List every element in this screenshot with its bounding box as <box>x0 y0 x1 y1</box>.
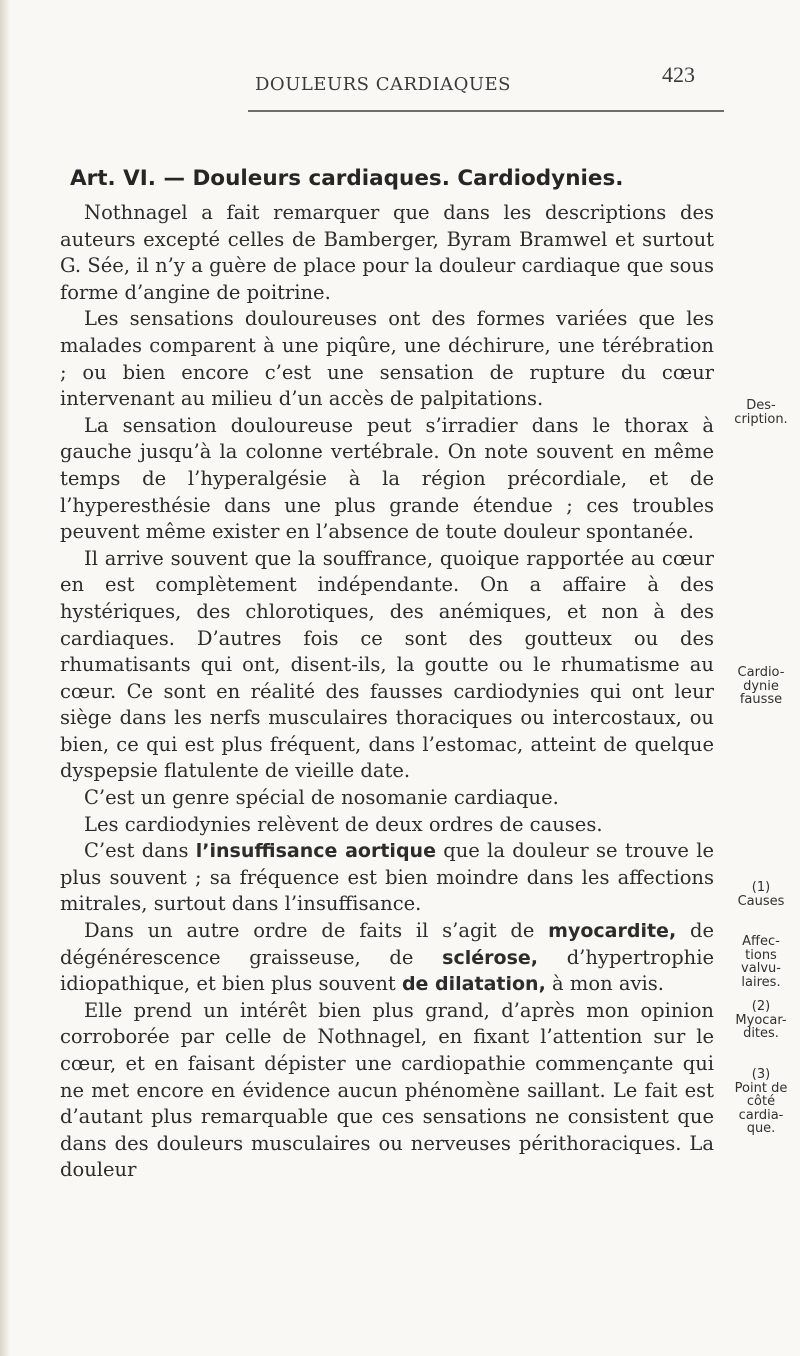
text-run: à mon avis. <box>545 972 664 996</box>
text-run: que la douleur se trouve le plus souvent ; sa fréquence est bien moindre dans les affections mitrales, surtout dans l’insuffisance. <box>60 839 714 916</box>
paragraph <box>60 785 714 812</box>
margin-note-line: valvu- <box>741 961 781 976</box>
margin-note-affections-valvulaires <box>726 935 796 989</box>
margin-note-line: (2) <box>751 999 771 1014</box>
text-run: Il arrive souvent que la souffrance, quoique rapportée au cœur en est complètement indépendante. On a affaire à des hystériques, des chlorotiques, des anémiques, et non à des cardiaques. D’autres fois ce sont des goutteux ou des rhumatisants qui ont, disent-ils, la goutte ou le rhumatisme au cœur. Ce sont en réalité des fausses cardiodynies qui ont leur siège dans les nerfs musculaires thoraciques ou intercostaux, ou bien, ce qui est plus fréquent, dans l’estomac, atteint de quelque dyspepsie flatulente de vieille date. <box>60 546 714 783</box>
paragraph <box>60 413 714 546</box>
margin-note-line: Affec- <box>742 934 780 949</box>
margin-note-line: Cardio- <box>737 665 785 680</box>
text-run: Les cardiodynies relèvent de deux ordres de causes. <box>84 812 603 836</box>
text-run: C’est dans <box>84 839 196 863</box>
margin-note-line: dites. <box>743 1026 779 1041</box>
paragraph <box>60 200 714 306</box>
margin-note-cardiodynie-fausse <box>726 666 796 707</box>
margin-note-causes <box>726 881 796 908</box>
text-run: Elle prend un intérêt bien plus grand, d’après mon opinion corroborée par celle de Nothnagel, en fixant l’attention sur le cœur, et en faisant dépister une cardiopathie commençante qui ne met encore en évidence aucun phénomène saillant. Le fait est d’autant plus remarquable que ces sensations ne consistent que dans des douleurs musculaires ou nerveuses périthoraciques. La douleur <box>60 998 714 1182</box>
bold-term: de dilatation, <box>401 973 546 996</box>
margin-note-line: dynie <box>743 678 779 694</box>
paragraph <box>60 812 714 839</box>
text-run: La sensation douloureuse peut s’irradier dans le thorax à gauche jusqu’à la colonne vertébrale. On note souvent en même temps de l’hyperalgésie à la région précordiale, et de l’hyperesthésie dans une plus grande étendue ; ces troubles peuvent même exister en l’absence de toute douleur spontanée. <box>60 413 714 544</box>
margin-note-line: (1) <box>751 880 771 895</box>
margin-note-line: (3) <box>751 1067 771 1082</box>
text-run: Nothnagel a fait remarquer que dans les descriptions des auteurs excepté celles de Bamberger, Byram Bramwel et surtout G. Sée, il n’y a guère de place pour la douleur cardiaque que sous forme d’angine de poitrine. <box>60 201 714 304</box>
text-run: d’hypertrophie idiopathique, et bien plus souvent <box>60 945 715 996</box>
margin-note-line: côté <box>746 1094 776 1109</box>
margin-note-line: tions <box>745 947 777 963</box>
article-title: Art. VI. — Douleurs cardiaques. Cardiodynies. <box>70 166 624 191</box>
page-number: 423 <box>662 62 695 87</box>
margin-note-line: laires. <box>741 974 781 990</box>
paragraph <box>60 998 714 1184</box>
margin-note-line: que. <box>746 1121 776 1136</box>
paragraph <box>60 918 714 998</box>
margin-note-line: Myocar- <box>735 1012 787 1028</box>
text-run: Dans un autre ordre de faits il s’agit de <box>84 919 549 943</box>
header-rule <box>248 110 724 112</box>
bold-term: myocardite, <box>548 920 677 943</box>
margin-note-line: Des- <box>746 398 776 413</box>
margin-note-myocardites <box>726 1000 796 1041</box>
paragraph <box>60 546 714 785</box>
bold-term: l’insuffisance aortique <box>195 840 436 863</box>
margin-note-point-de-cote <box>726 1068 796 1136</box>
text-run: Les sensations douloureuses ont des formes variées que les malades comparent à une piqûre, une déchirure, une térébration ; ou bien encore c’est une sensation de rupture du cœur intervenant au milieu d’un accès de palpitations. <box>60 307 714 411</box>
running-header: DOULEURS CARDIAQUES <box>255 74 511 95</box>
margin-note-line: cription. <box>734 411 788 427</box>
text-run: de dégénérescence graisseuse, de <box>60 919 714 969</box>
margin-note-line: fausse <box>739 692 783 707</box>
text-run: C’est un genre spécial de nosomanie cardiaque. <box>84 786 559 810</box>
margin-note-description <box>726 399 796 426</box>
margin-note-line: Point de <box>734 1080 788 1096</box>
paragraph <box>60 306 714 412</box>
paragraph <box>60 838 714 918</box>
article-body <box>60 200 714 1184</box>
bold-term: sclérose, <box>442 946 538 969</box>
margin-note-line: cardia- <box>738 1107 784 1123</box>
margin-note-line: Causes <box>737 893 785 909</box>
page-edge-shadow <box>0 0 10 1356</box>
